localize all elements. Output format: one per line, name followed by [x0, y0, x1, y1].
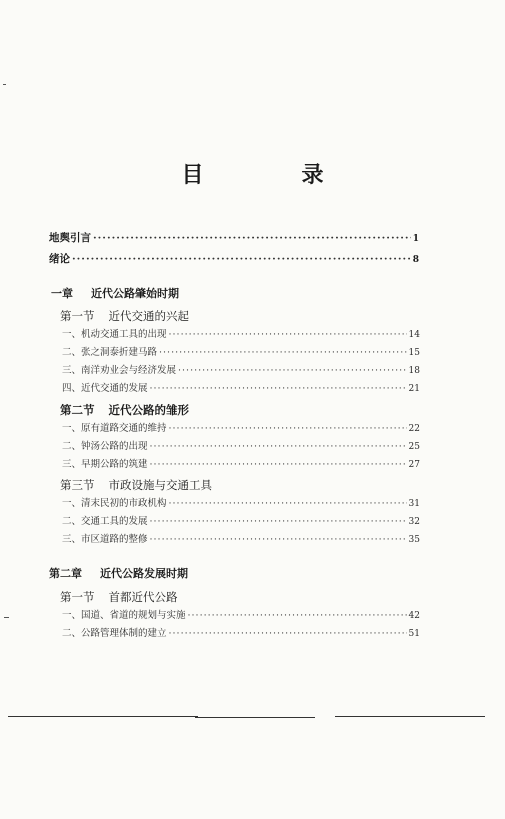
toc-entry-introduction[interactable] [49, 253, 419, 266]
scan-edge-line [335, 716, 485, 717]
entry-label: 四、近代交通的发展 [62, 383, 148, 394]
leader-dots [169, 628, 407, 640]
section-heading-2-1[interactable] [60, 589, 178, 605]
chapter-title: 近代公路肇始时期 [91, 287, 179, 300]
entry-label: 地舆引言 [49, 232, 91, 244]
entry-page: 31 [408, 499, 420, 509]
leader-dots [159, 347, 407, 359]
section-title: 首都近代公路 [108, 590, 178, 604]
leader-dots [93, 232, 411, 244]
entry-label: 一、机动交通工具的出现 [62, 329, 167, 340]
toc-entry[interactable] [62, 347, 420, 359]
entry-page: 15 [408, 348, 420, 358]
section-heading-1-2[interactable] [60, 402, 189, 418]
entry-label: 二、公路管理体制的建立 [62, 628, 167, 639]
section-heading-1-3[interactable] [60, 477, 212, 493]
leader-dots [72, 253, 411, 265]
page-title: 目 录 [181, 162, 362, 188]
leader-dots [169, 329, 407, 341]
leader-dots [150, 534, 407, 546]
entry-page: 35 [408, 535, 420, 545]
section-number: 第一节 [60, 309, 95, 323]
section-title: 近代公路的雏形 [108, 403, 189, 417]
entry-page: 18 [408, 366, 420, 376]
entry-label: 三、南洋劝业会与经济发展 [62, 365, 177, 376]
entry-label: 一、原有道路交通的维持 [62, 423, 167, 434]
toc-entry[interactable] [62, 441, 420, 453]
scan-edge-line [8, 716, 198, 717]
chapter-number: 第二章 [49, 567, 82, 580]
toc-entry[interactable] [62, 610, 420, 622]
entry-label: 三、市区道路的整修 [62, 534, 148, 545]
chapter-heading-1[interactable] [51, 285, 179, 301]
entry-page: 14 [408, 330, 420, 340]
toc-entry[interactable] [62, 383, 420, 395]
leader-dots [178, 365, 407, 377]
leader-dots [169, 498, 407, 510]
toc-entry-foreword[interactable] [49, 232, 419, 245]
entry-label: 绪论 [49, 253, 70, 265]
leader-dots [188, 610, 407, 622]
entry-label: 一、国道、省道的规划与实施 [62, 610, 186, 621]
entry-page: 27 [408, 460, 420, 470]
entry-label: 二、钟汤公路的出现 [62, 441, 148, 452]
entry-page: 42 [408, 611, 420, 621]
entry-page: 1 [412, 234, 419, 244]
toc-entry[interactable] [62, 534, 420, 546]
section-number: 第二节 [60, 403, 95, 417]
scan-edge-line [195, 717, 315, 718]
section-number: 第三节 [60, 478, 95, 492]
entry-page: 22 [408, 424, 420, 434]
entry-page: 8 [412, 255, 419, 265]
scan-speck [3, 84, 6, 85]
chapter-title: 近代公路发展时期 [100, 567, 188, 580]
toc-entry[interactable] [62, 329, 420, 341]
entry-page: 32 [408, 517, 420, 527]
scan-speck [4, 617, 9, 618]
leader-dots [150, 516, 407, 528]
chapter-number: 一章 [51, 287, 73, 300]
leader-dots [150, 383, 407, 395]
entry-label: 三、早期公路的筑建 [62, 459, 148, 470]
toc-entry[interactable] [62, 365, 420, 377]
entry-page: 21 [408, 384, 420, 394]
chapter-heading-2[interactable] [49, 565, 188, 581]
toc-entry[interactable] [62, 459, 420, 471]
section-title: 市政设施与交通工具 [108, 478, 212, 492]
toc-entry[interactable] [62, 423, 420, 435]
entry-page: 25 [408, 442, 420, 452]
leader-dots [150, 441, 407, 453]
entry-label: 二、张之洞泰折建马路 [62, 347, 158, 358]
toc-entry[interactable] [62, 628, 420, 640]
toc-entry[interactable] [62, 498, 420, 510]
toc-entry[interactable] [62, 516, 420, 528]
entry-label: 二、交通工具的发展 [62, 516, 148, 527]
leader-dots [169, 423, 407, 435]
section-title: 近代交通的兴起 [108, 309, 189, 323]
entry-page: 51 [408, 629, 420, 639]
section-number: 第一节 [60, 590, 95, 604]
leader-dots [150, 459, 407, 471]
entry-label: 一、清末民初的市政机构 [62, 498, 167, 509]
section-heading-1-1[interactable] [60, 308, 189, 324]
